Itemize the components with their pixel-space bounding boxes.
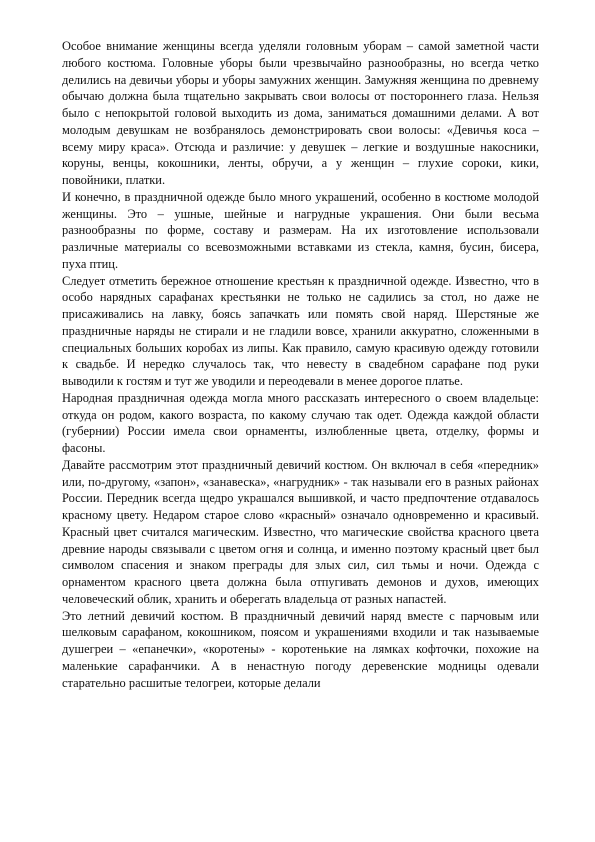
paragraph-girls-costume: Давайте рассмотрим этот праздничный девичий костюм. Он включал в себя «передник» или, по-другому, «запон», «занавеска», «нагрудник» - так называли его в разных районах России. Передник всегда щедро украшался вышивкой, и часто предпочтение отдавалось красному цвету. Недаром старое слово «красный» означало одновременно и красивый. Красный цвет считался магическим. Известно, что магические свойства красного цвета древние народы связывали с цветом огня и солнца, и именно поэтому красный цвет был символом спасения и знаком преграды для злых сил, сил тьмы и ночи. Одежда с орнаментом красного цвета должна была отпугивать демонов и духов, имеющих человеческий облик, хранить и оберегать владельца от разных напастей. xyxy=(62,457,539,606)
paragraph-summer-costume: Это летний девичий костюм. В праздничный девичий наряд вместе с парчовым или шелковым сарафаном, кокошником, поясом и украшениями входили и так называемые душегреи – «епанечки», «коротены» - коротенькие на лямках кофточки, похожие на маленькие сарафанчики. А в ненастную погоду деревенские модницы одевали старательно расшитые телогреи, которые делали xyxy=(62,608,539,690)
paragraph-jewelry: И конечно, в праздничной одежде было много украшений, особенно в костюме молодой женщины. Это – ушные, шейные и нагрудные украшения. Они были весьма разнообразны по форме, составу и размерам. На их изготовление использовали различные материалы со всевозможными вставками из стекла, камня, бусин, бисера, пуха птиц. xyxy=(62,189,539,271)
document-body xyxy=(62,38,539,691)
paragraph-clothing-care: Следует отметить бережное отношение крестьян к праздничной одежде. Известно, что в особо нарядных сарафанах крестьянки не только не садились за стол, но даже не присаживались на лавку, боясь запачкать или помять свой наряд. Шерстяные же праздничные наряды не стирали и не гладили вовсе, хранили аккуратно, сложенными в специальных больших коробах из липы. Как правило, самую красивую одежду готовили к свадьбе. И нередко случалось так, что невесту в свадебном сарафане под руки выводили к гостям и тут же уводили и переодевали в менее дорогое платье. xyxy=(62,273,539,388)
paragraph-regional-clothing: Народная праздничная одежда могла много рассказать интересного о своем владельце: откуда он родом, какого возраста, по какому случаю так одет. Одежда каждой области (губернии) России имела свои орнаменты, излюбленные цвета, отделку, формы и фасоны. xyxy=(62,390,539,455)
paragraph-headwear: Особое внимание женщины всегда уделяли головным уборам – самой заметной части любого костюма. Головные уборы были чрезвычайно разнообразны, но всегда четко делились на девичьи уборы и уборы замужних женщин. Замужняя женщина по древнему обычаю должна была тщательно закрывать свои волосы от постороннего глаза. Нельзя было с непокрытой головой выходить из дома, заниматься домашними делами. А вот молодым девушкам не возбранялось демонстрировать свои волосы: «Девичья коса – всему миру краса». Отсюда и различие: у девушек – легкие и воздушные накосники, коруны, венцы, кокошники, ленты, обручи, а у женщин – глухие сороки, кики, повойники, платки. xyxy=(62,39,539,187)
